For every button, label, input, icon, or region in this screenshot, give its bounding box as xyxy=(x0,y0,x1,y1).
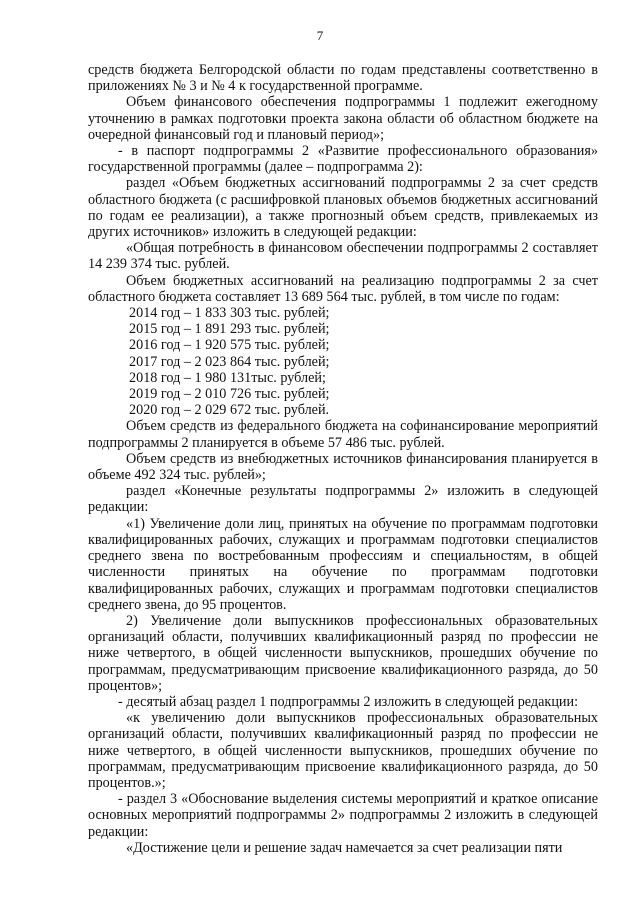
document-body xyxy=(88,62,598,856)
paragraph: Объем финансового обеспечения подпрограммы 1 подлежит ежегодному уточнению в рамках подготовки проекта закона области об областном бюджете на очередной финансовый год и плановый период»; xyxy=(88,94,598,143)
paragraph: - в паспорт подпрограммы 2 «Развитие профессионального образования» государственной программы (далее – подпрограмма 2): xyxy=(88,143,598,176)
paragraph: раздел «Конечные результаты подпрограммы 2» изложить в следующей редакции: xyxy=(88,483,598,516)
year-line: 2014 год – 1 833 303 тыс. рублей; xyxy=(129,305,330,322)
year-line: 2018 год – 1 980 131тыс. рублей; xyxy=(129,369,326,386)
year-line: 2019 год – 2 010 726 тыс. рублей; xyxy=(129,386,330,403)
year-line: 2017 год – 2 023 864 тыс. рублей; xyxy=(129,353,330,370)
paragraph: «Общая потребность в финансовом обеспечении подпрограммы 2 составляет 14 239 374 тыс. рублей. xyxy=(88,240,598,273)
paragraph: Объем бюджетных ассигнований на реализацию подпрограммы 2 за счет областного бюджета составляет 13 689 564 тыс. рублей, в том числе по годам: xyxy=(88,272,598,305)
year-line: 2015 год – 1 891 293 тыс. рублей; xyxy=(129,321,330,338)
page-number: 7 xyxy=(316,28,324,43)
paragraph: Объем средств из внебюджетных источников финансирования планируется в объеме 492 324 тыс. рублей»; xyxy=(88,450,598,484)
paragraph: 2) Увеличение доли выпускников профессиональных образовательных организаций области, получивших квалификационный разряд по профессии не ниже четвертого, в общей численности выпускников, прошедших обучение по программам, предусматривающим присвоение квалификационного разряда, до 50 процентов»; xyxy=(88,612,598,694)
paragraph: - десятый абзац раздел 1 подпрограммы 2 изложить в следующей редакции: xyxy=(118,693,579,710)
year-line: 2020 год – 2 029 672 тыс. рублей. xyxy=(129,402,330,419)
paragraph: «к увеличению доли выпускников профессиональных образовательных организаций области, получивших квалификационный разряд по профессии не ниже четвертого, в общей численности выпускников, прошедших обучение по программам, предусматривающим присвоение квалификационного разряда, до 50 процентов.»; xyxy=(88,710,598,791)
paragraph: средств бюджета Белгородской области по годам представлены соответственно в приложениях № 3 и № 4 к государственной программе. xyxy=(88,62,598,95)
year-line: 2016 год – 1 920 575 тыс. рублей; xyxy=(129,337,330,354)
paragraph: Объем средств из федерального бюджета на софинансирование мероприятий подпрограммы 2 планируется в объеме 57 486 тыс. рублей. xyxy=(88,418,598,451)
paragraph: «1) Увеличение доли лиц, принятых на обучение по программам подготовки квалифицированных рабочих, служащих и программам подготовки специалистов среднего звена по востребованным профессиям и специальностям, в общей численности принятых на обучение по программам подготовки квалифицированных рабочих, служащих и программам подготовки специалистов среднего звена, до 95 процентов. xyxy=(88,515,598,613)
paragraph: - раздел 3 «Обоснование выделения системы мероприятий и краткое описание основных мероприятий подпрограммы 2» подпрограммы 2 изложить в следующей редакции: xyxy=(88,791,598,840)
paragraph: раздел «Объем бюджетных ассигнований подпрограммы 2 за счет средств областного бюджета (с расшифровкой плановых объемов бюджетных ассигнований по годам ее реализации), а также прогнозный объем средств, привлекаемых из других источников» изложить в следующей редакции: xyxy=(88,175,598,241)
paragraph: «Достижение цели и решение задач намечается за счет реализации пяти xyxy=(126,839,563,856)
